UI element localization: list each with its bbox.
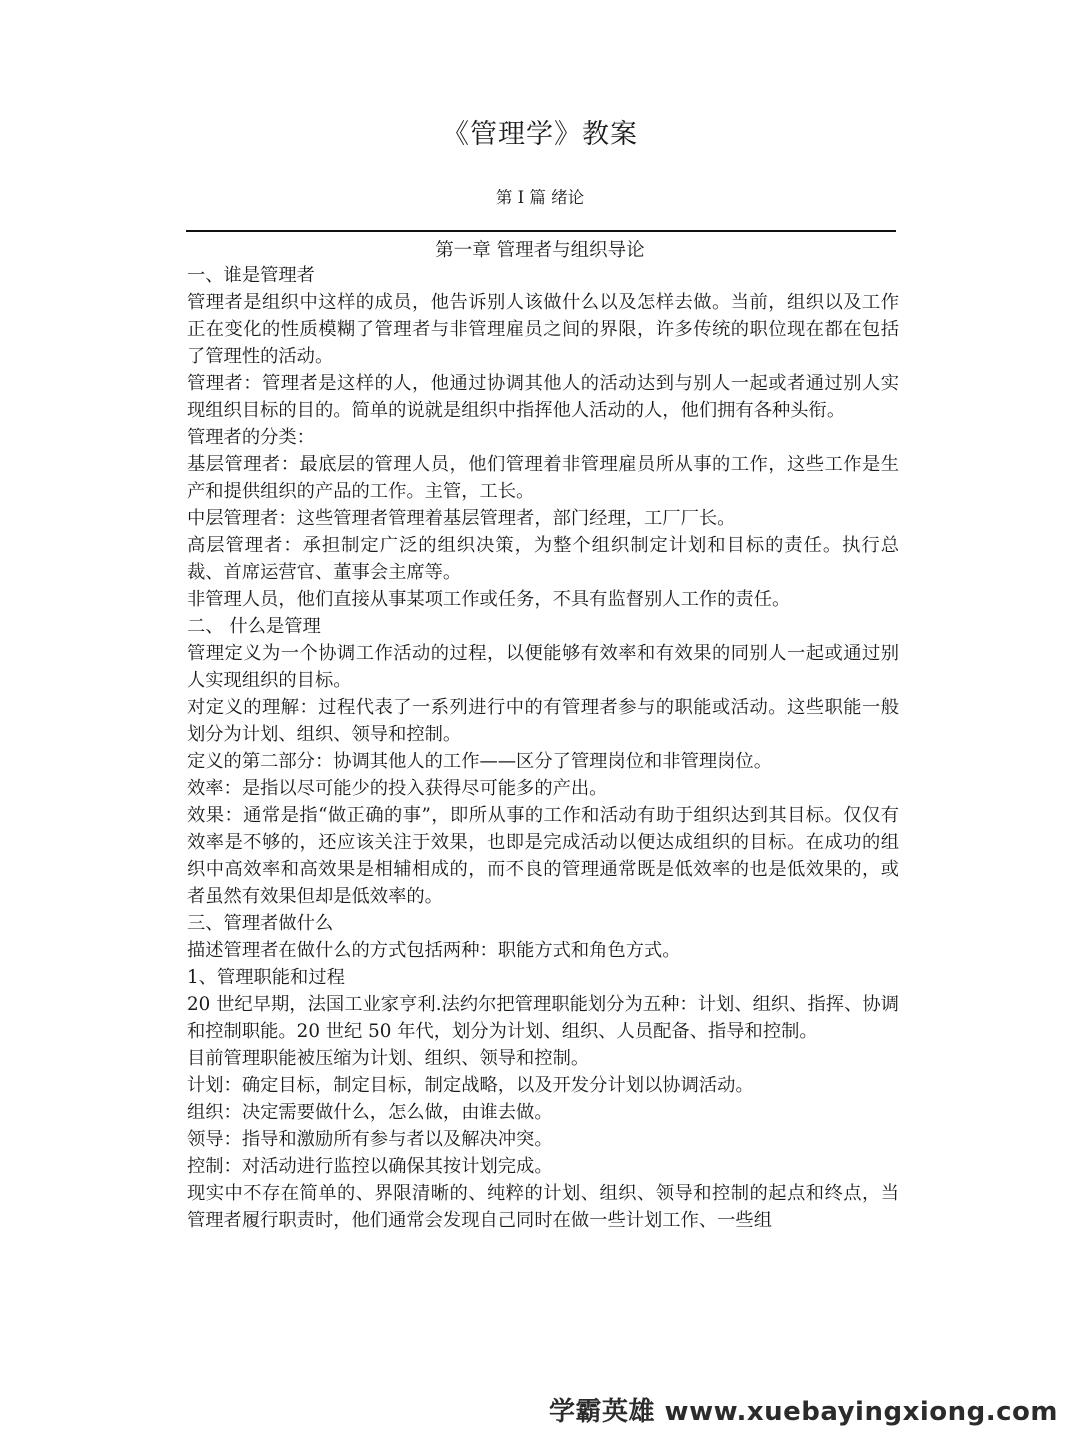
paragraph: 控制：对活动进行监控以确保其按计划完成。 (187, 1156, 553, 1177)
paragraph: 定义的第二部分：协调其他人的工作——区分了管理岗位和非管理岗位。 (187, 751, 772, 772)
paragraph: 非管理人员，他们直接从事某项工作或任务，不具有监督别人工作的责任。 (187, 589, 791, 610)
paragraph: 中层管理者：这些管理者管理着基层管理者，部门经理，工厂厂长。 (187, 508, 736, 529)
document-body (187, 262, 899, 1234)
section-heading-1: 一、谁是管理者 (187, 265, 315, 286)
section-heading-2: 二、 什么是管理 (187, 616, 321, 637)
section-heading-3: 三、管理者做什么 (187, 913, 334, 934)
paragraph: 领导：指导和激励所有参与者以及解决冲突。 (187, 1129, 553, 1150)
document-title: 《管理学》教案 (442, 119, 638, 150)
paragraph: 计划：确定目标，制定目标，制定战略，以及开发分计划以协调活动。 (187, 1075, 754, 1096)
paragraph: 基层管理者：最底层的管理人员，他们管理着非管理雇员所从事的工作，这些工作是生产和提供组织的产品的工作。主管，工长。 (187, 454, 899, 502)
paragraph: 现实中不存在简单的、界限清晰的、纯粹的计划、组织、领导和控制的起点和终点，当管理者履行职责时，他们通常会发现自己同时在做一些计划工作、一些组 (187, 1183, 899, 1231)
paragraph: 管理者：管理者是这样的人，他通过协调其他人的活动达到与别人一起或者通过别人实现组织目标的目的。简单的说就是组织中指挥他人活动的人，他们拥有各种头衔。 (187, 373, 899, 421)
chapter-heading: 第一章 管理者与组织导论 (435, 240, 645, 261)
horizontal-rule (186, 230, 896, 232)
paragraph: 效果：通常是指“做正确的事”，即所从事的工作和活动有助于组织达到其目标。仅仅有效率是不够的，还应该关注于效果，也即是完成活动以便达成组织的目标。在成功的组织中高效率和高效果是相辅相成的，而不良的管理通常既是低效率的也是低效果的，或者虽然有效果但却是低效率的。 (187, 805, 899, 907)
paragraph: 描述管理者在做什么的方式包括两种：职能方式和角色方式。 (187, 940, 681, 961)
paragraph: 管理定义为一个协调工作活动的过程，以便能够有效率和有效果的同别人一起或通过别人实现组织的目标。 (187, 643, 899, 691)
subsection-heading: 1、管理职能和过程 (187, 967, 345, 988)
paragraph: 20 世纪早期，法国工业家亨利.法约尔把管理职能划分为五种：计划、组织、指挥、协调和控制职能。20 世纪 50 年代，划分为计划、组织、人员配备、指导和控制。 (187, 994, 899, 1042)
paragraph: 对定义的理解：过程代表了一系列进行中的有管理者参与的职能或活动。这些职能一般划分为计划、组织、领导和控制。 (187, 697, 899, 745)
watermark-text: 学霸英雄 www.xuebayingxiong.com (549, 1397, 1058, 1427)
paragraph: 效率：是指以尽可能少的投入获得尽可能多的产出。 (187, 778, 608, 799)
part-heading: 第 I 篇 绪论 (495, 188, 585, 207)
paragraph: 管理者的分类： (187, 427, 315, 448)
paragraph: 目前管理职能被压缩为计划、组织、领导和控制。 (187, 1048, 590, 1069)
paragraph: 高层管理者：承担制定广泛的组织决策，为整个组织制定计划和目标的责任。执行总裁、首席运营官、董事会主席等。 (187, 535, 899, 583)
paragraph: 组织：决定需要做什么，怎么做，由谁去做。 (187, 1102, 553, 1123)
paragraph: 管理者是组织中这样的成员，他告诉别人该做什么以及怎样去做。当前，组织以及工作正在变化的性质模糊了管理者与非管理雇员之间的界限，许多传统的职位现在都在包括了管理性的活动。 (187, 292, 899, 367)
